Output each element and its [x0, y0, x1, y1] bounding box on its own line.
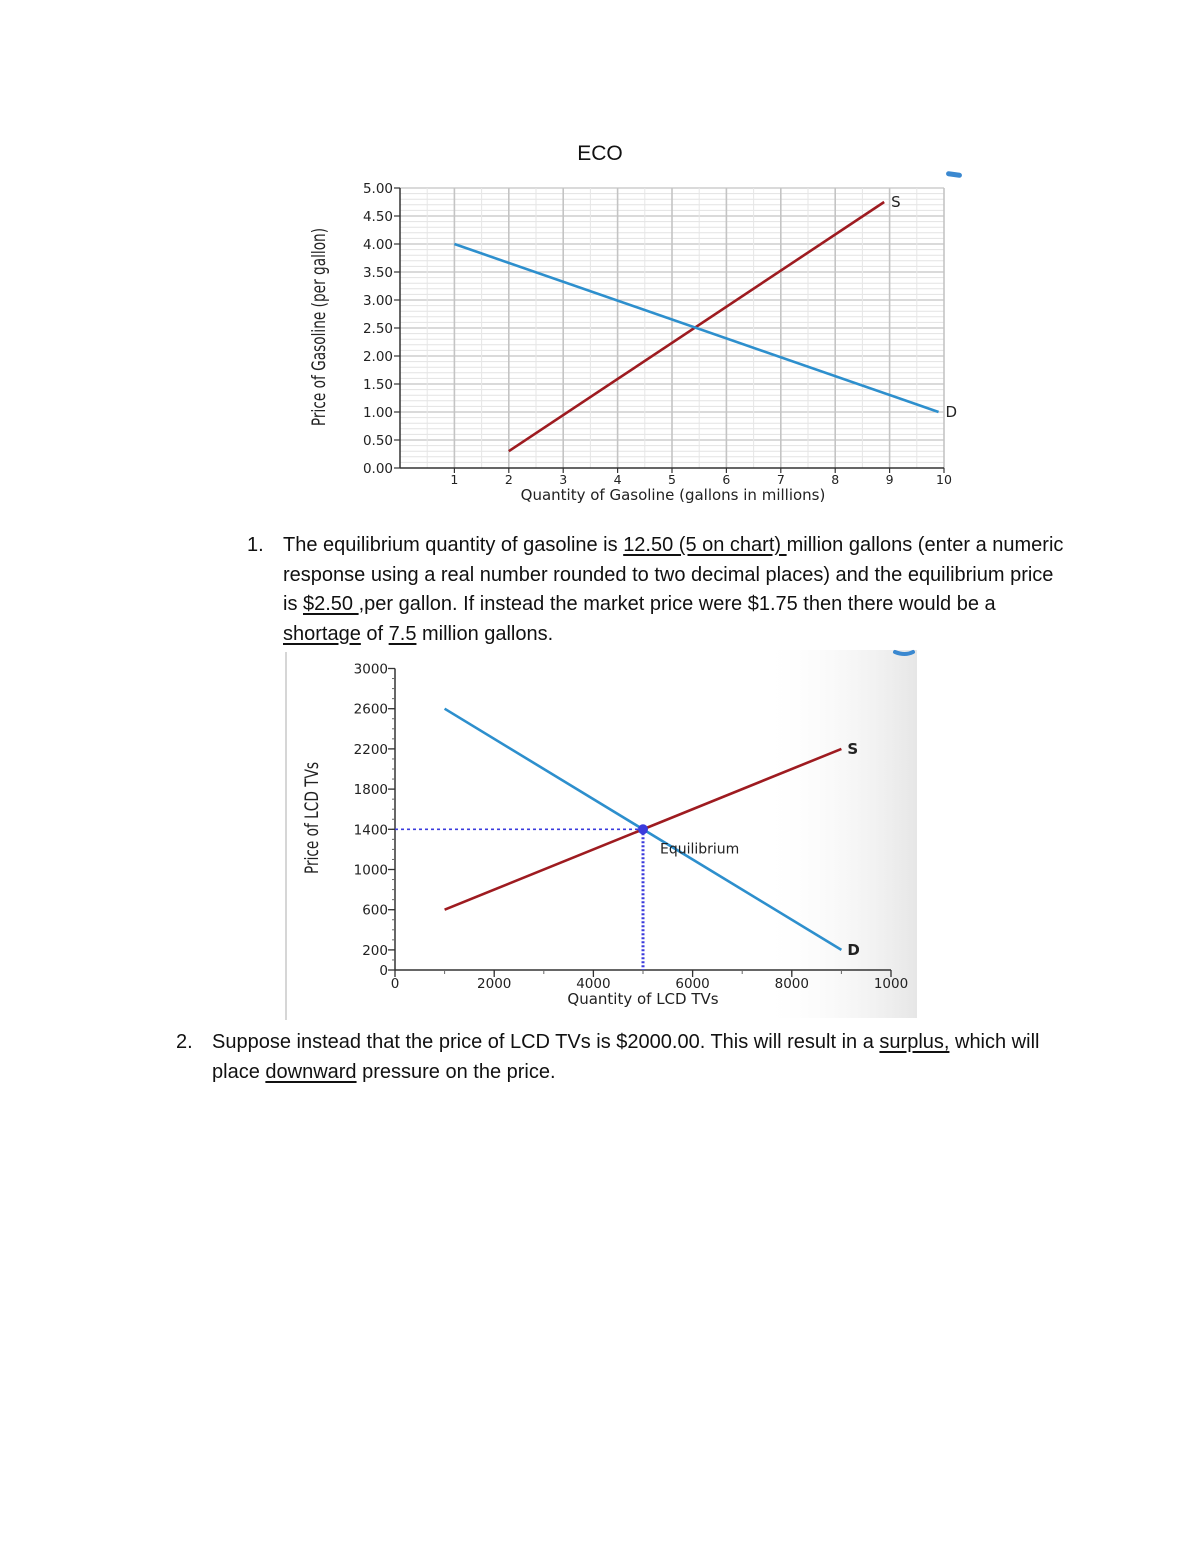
- tv-y-tick-label: 0: [379, 963, 388, 979]
- gas-x-tick-label: 10: [936, 472, 952, 487]
- tv-x-tick-label: 0: [390, 976, 400, 992]
- question-1: [247, 531, 1073, 649]
- tv-x-tick-label: 6000: [675, 976, 710, 992]
- gas-y-axis-label: Price of Gasoline (per gallon): [307, 227, 330, 427]
- q1-text-2: million gallons (enter a numeric response using a real number rounded to two decimal places) and the equilibrium price is: [283, 534, 1064, 615]
- gas-y-tick-label: 0.50: [362, 433, 393, 449]
- question-2: [176, 1028, 1052, 1087]
- equilibrium-label: Equilibrium: [660, 841, 740, 858]
- tv-series-S-label: S: [847, 739, 859, 758]
- gasoline-supply-demand-chart: [0, 0, 1200, 520]
- q2-text-3: pressure on the price.: [356, 1060, 556, 1083]
- gas-y-ticks: [363, 181, 400, 477]
- lcd-tv-supply-demand-chart: [0, 640, 1200, 1020]
- tv-y-tick-label: 1800: [353, 782, 388, 799]
- q2-text-2: which will place: [212, 1031, 1040, 1083]
- gas-y-tick-label: 4.00: [362, 237, 393, 253]
- gas-series-D-label: D: [945, 403, 958, 421]
- gas-y-tick-label: 2.00: [362, 349, 393, 365]
- tv-y-tick-label: 1400: [353, 822, 388, 839]
- tv-corner-mark: [895, 652, 913, 654]
- q2-text-1: Suppose instead that the price of LCD TVs is $2000.00. This will result in a: [212, 1031, 880, 1053]
- gas-series-S-label: S: [891, 193, 901, 211]
- tv-x-tick-label: 4000: [576, 976, 611, 992]
- q1-answer-price: $2.50: [303, 593, 359, 615]
- gas-y-tick-label: 1.50: [362, 377, 393, 393]
- gas-x-tick-label: 2: [504, 472, 513, 487]
- tv-x-axis-label: Quantity of LCD TVs: [567, 990, 719, 1008]
- page-title: ECO: [577, 142, 623, 165]
- gas-x-tick-label: 4: [613, 472, 622, 487]
- tv-y-tick-label: 200: [362, 942, 388, 959]
- gas-x-tick-label: 3: [559, 472, 568, 487]
- question-2-number: 2.: [176, 1031, 193, 1053]
- equilibrium-point: [638, 824, 648, 834]
- q1-answer-amount: 7.5: [388, 622, 417, 645]
- q1-text-3: ,per gallon. If instead the market price were $1.75 then there would be a: [358, 593, 996, 615]
- gas-y-tick-label: 2.50: [362, 321, 393, 337]
- gas-x-tick-label: 8: [831, 472, 840, 487]
- gas-x-tick-label: 7: [776, 472, 785, 487]
- gas-series-S-line: [509, 202, 884, 451]
- gas-y-tick-label: 1.00: [362, 405, 393, 421]
- tv-x-tick-label: 2000: [477, 976, 512, 992]
- tv-y-axis-label: Price of LCD TVs: [300, 761, 323, 875]
- tv-y-tick-label: 1000: [353, 862, 388, 879]
- gas-y-tick-label: 4.50: [362, 209, 393, 225]
- tv-chart-shade: [760, 650, 917, 1018]
- gas-y-tick-label: 0.00: [362, 461, 393, 477]
- q1-answer-quantity: 12.50 (5 on chart): [623, 534, 787, 556]
- tv-y-tick-label: 3000: [353, 661, 388, 678]
- q1-answer-shortage: shortage: [283, 622, 361, 645]
- gas-x-tick-label: 1: [450, 472, 459, 487]
- tv-y-tick-label: 600: [362, 902, 388, 919]
- question-1-number: 1.: [247, 534, 264, 556]
- q2-answer-direction: downward: [265, 1060, 357, 1083]
- gas-y-tick-label: 5.00: [362, 181, 393, 197]
- tv-y-tick-label: 2200: [353, 741, 388, 758]
- q1-text-1: The equilibrium quantity of gasoline is: [283, 534, 624, 556]
- gas-x-tick-label: 9: [885, 472, 894, 487]
- tv-y-tick-label: 2600: [353, 701, 388, 718]
- gas-grid: [400, 188, 944, 468]
- q2-answer-surplus: surplus,: [879, 1031, 950, 1053]
- tv-x-tick-label: 1000: [873, 976, 909, 992]
- tv-x-tick-label: 8000: [774, 976, 809, 992]
- gas-x-tick-label: 6: [722, 472, 731, 487]
- tv-series-D-label: D: [847, 940, 860, 959]
- q1-text-5: million gallons.: [416, 622, 554, 645]
- tv-equilibrium-guides: [395, 829, 643, 970]
- gas-x-tick-label: 5: [668, 472, 676, 487]
- tv-y-ticks: [354, 662, 395, 980]
- gas-x-ticks: [450, 468, 952, 487]
- gas-x-axis-label: Quantity of Gasoline (gallons in millions): [520, 486, 826, 504]
- q1-text-4: of: [360, 622, 389, 645]
- gas-y-tick-label: 3.00: [362, 293, 393, 309]
- gas-y-tick-label: 3.50: [362, 265, 393, 281]
